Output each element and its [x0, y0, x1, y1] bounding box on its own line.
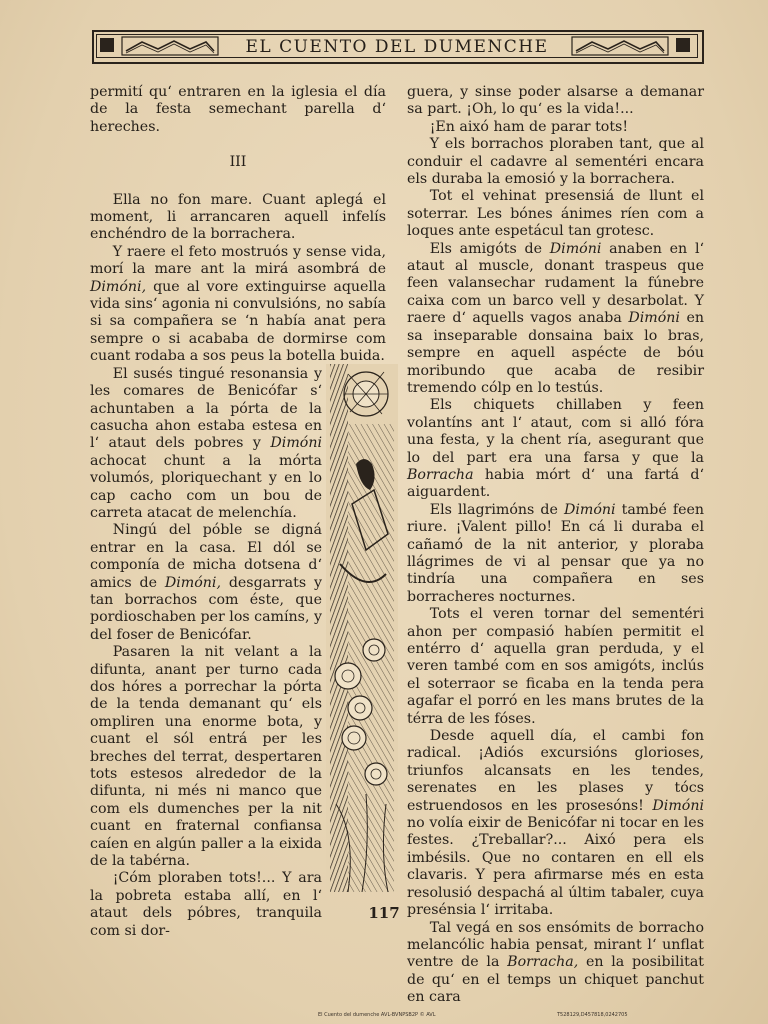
paragraph: permití qu‘ entraren en la iglesia el día de la festa semechant parella d‘ hereches.	[90, 84, 386, 135]
footer-source-label: El Cuento del dumenche AVL-BVNPSB2P © AVL	[318, 1012, 436, 1018]
paragraph: ¡En aixó ham de parar tots!	[429, 118, 629, 135]
paragraph: Ella no fon mare. Cuant aplegá el moment, li arrancaren aquell infelís enchéndro de la borrachera.	[90, 191, 386, 243]
paragraph: Els llagrimóns de Dimóni també feen riure. ¡Valent pillo! En cá li duraba el cañamó de la nit anterior, y ploraba llágrimes de vi al pensar que ya no tindría una compañera en ses borracheres nocturnes.	[407, 501, 704, 605]
paragraph: Desde aquell día, el cambi fon radical. ¡Adiós excursións glorioses, triunfos alcansats en les tendes, serenates en les plases y tócs estruendosos en les prosesóns! Dimóni no volía eixir de Benicófar ni tocar en les festes. ¿Treballar?... Aixó pera els imbésils. Que no contaren en ell els clavaris. Y pera afirmarse més en esta resolusió despachá al últim tabaler, cuya presénsia l‘ irritaba.	[407, 728, 704, 919]
paragraph: Els amigóts de Dimóni anaben en l‘ ataut al muscle, donant traspeus que feen valansechar rudament la fúnebre caixa com un barco vell y desarbolat. Y raere d‘ aquells vagos anaba Dimóni en sa inseparable donsaina baix lo bras, sempre en aquell aspécte de bóu moribundo que acaba de resibir tremendo cólp en lo testús.	[407, 240, 704, 396]
page-number: 117	[368, 904, 400, 922]
paragraph: Els chiquets chillaben y feen volantíns ant l‘ ataut, com si alló fóra una festa, y la chent ría, asegurant que lo del part era una farsa y que la Borracha habia mórt d‘ una fartá d‘ aiguardent.	[407, 397, 704, 501]
header-title: EL CUENTO DEL DUMENCHE	[245, 37, 549, 57]
left-ornament-icon	[98, 35, 222, 57]
decorative-illustration	[326, 364, 398, 892]
paragraph: Pasaren la nit velant a la difunta, anant per turno cada dos hóres a porrechar la pórta de la tenda demanant qu‘ els ompliren una enorme bota, y cuant el sól entrá per les breches del terrat, despertaren tots estesos alrededor de la difunta, ni més ni manco que com els dumenches per la nit cuant en fraternal confiansa caíen en algún paller a la eixida de la tabérna.	[90, 644, 322, 870]
section-heading: III	[229, 154, 247, 171]
paragraph: Tots el veren tornar del sementéri ahon per compasió habíen permitit el entérro d‘ aquella gran perduda, y el veren també com en sos amigóts, inclús el soterraor se ficaba en la tenda pera agafar el porró en les mans brutes de la térra de les fóses.	[407, 606, 704, 727]
paragraph: ¡Cóm ploraben tots!... Y ara la pobreta estaba allí, en l‘ ataut dels póbres, tranquila com si dor-	[90, 870, 322, 939]
footer-record-id: T528129,D457818,0242705	[557, 1012, 628, 1018]
right-ornament-icon	[570, 35, 694, 57]
running-header	[92, 30, 704, 64]
right-column	[407, 84, 704, 1007]
paragraph: Y els borrachos ploraben tant, que al conduir el cadavre al sementéri encara els duraba la emosió y la borrachera.	[407, 136, 704, 188]
paragraph: guera, y sinse poder alsarse a demanar sa part. ¡Oh, lo qu‘ es la vida!...	[407, 84, 704, 118]
text-beside-illustration	[90, 366, 322, 940]
paragraph: Tal vegá en sos ensómits de borracho melancólic habia pensat, mirant l‘ unflat ventre de la Borracha, en la posibilitat de qu‘ en el temps un chiquet panchut en cara	[407, 919, 705, 1006]
paragraph: El susés tingué resonansia y les comares de Benicófar s‘ achuntaben a la pórta de la casucha ahon estaba estesa en l‘ ataut dels pobres y Dimóni achocat chunt a la mórta volumós, ploriquechant y en lo cap cacho com un bou de carreta atacat de melenchía.	[90, 365, 322, 521]
paragraph: Tot el vehinat presensiá de llunt el soterrar. Les bónes ánimes ríen com a loques ante espetácul tan grotesc.	[407, 188, 704, 240]
paragraph: Y raere el feto mostruós y sense vida, morí la mare ant la mirá asombrá de Dimóni, que al vore extinguirse aquella vida sins‘ agonia ni convulsións, no sabía si sa compañera se ‘n había anat pera sempre o si acababa de dormirse com cuant rodaba a sos peus la botella buida.	[90, 243, 386, 365]
paragraph: Ningú del póble se digná entrar en la casa. El dól se componía de micha dotsena d‘ amics de Dimóni, desgarrats y tan borrachos com éste, que pordioschaben per los camíns, y del foser de Benicófar.	[90, 522, 323, 643]
